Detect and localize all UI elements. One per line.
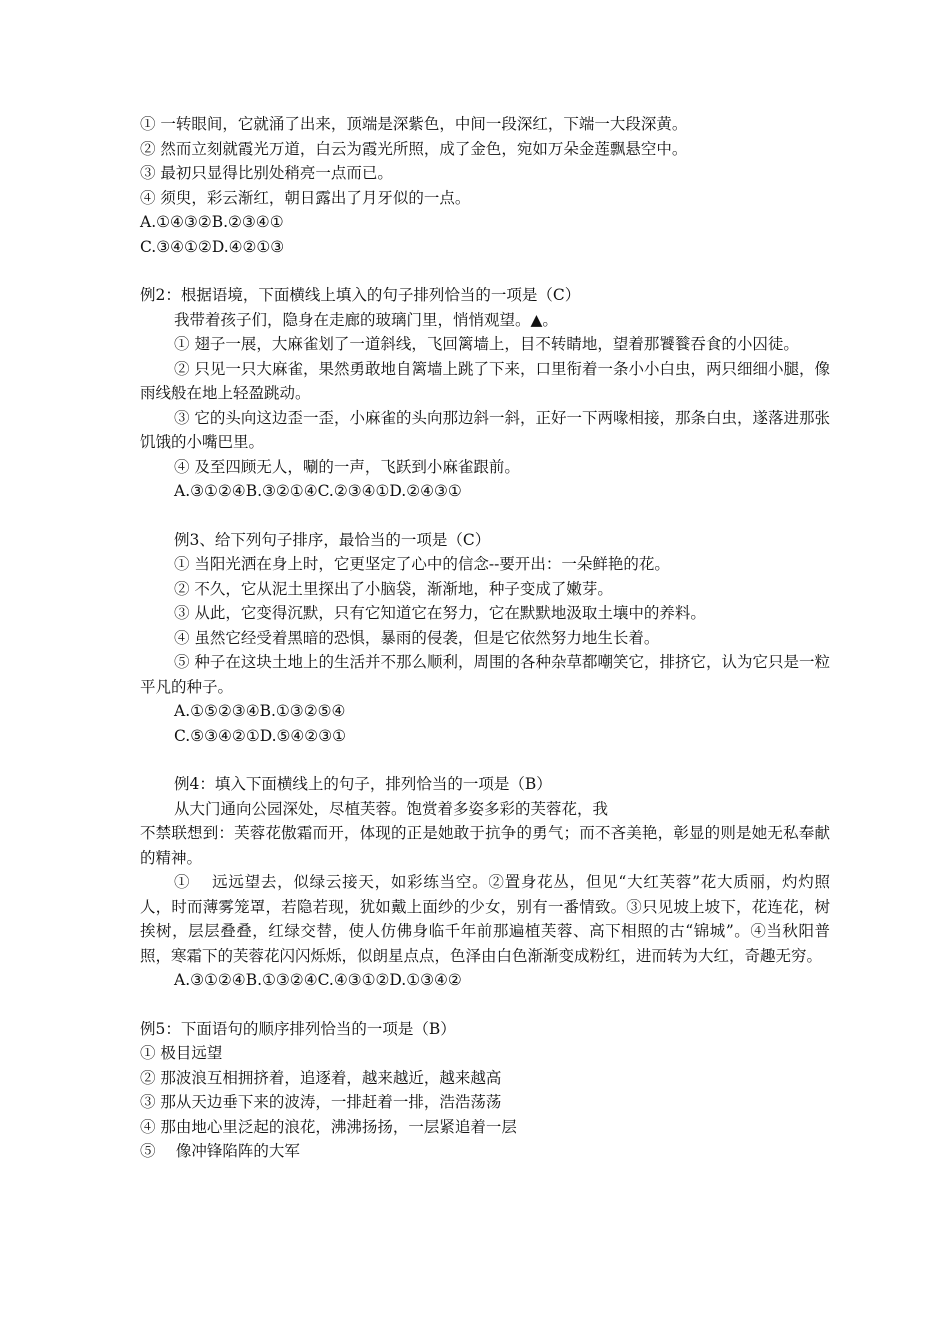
example-5-item-5: ⑤ 像冲锋陷阵的大军 (140, 1142, 300, 1160)
example-3-item-2: ② 不久，它从泥土里探出了小脑袋，渐渐地，种子变成了嫩芽。 (174, 579, 613, 598)
example-5-item-2: ② 那波浪互相拥挤着，追逐着，越来越近，越来越高 (140, 1068, 502, 1087)
example-1-block (140, 112, 830, 259)
answer-options-ab: A.①④③②B.②③④① (140, 213, 284, 231)
example-4-intro-continued: 不禁联想到：芙蓉花傲霜而开，体现的正是她敢于抗争的勇气；而不吝美艳，彰显的则是她无私奉献的精神。 (140, 824, 830, 867)
example-5-item-3: ③ 那从天边垂下来的波涛，一排赶着一排，浩浩荡荡 (140, 1093, 502, 1111)
sentence-1: ① 一转眼间，它就涌了出来，顶端是深紫色，中间一段深红，下端一大段深黄。 (140, 115, 688, 133)
answer-options-cd: C.③④①②D.④②①③ (140, 237, 285, 256)
example-2-item-3: ③ 它的头向这边歪一歪，小麻雀的头向那边斜一斜，正好一下两喙相接，那条白虫，遂落进那张饥饿的小嘴巴里。 (140, 408, 830, 451)
example-3-block (140, 528, 830, 749)
example-5-block (140, 1017, 830, 1164)
example-4-intro: 从大门通向公园深处，尽植芙蓉。饱赏着多姿多彩的芙蓉花，我 (174, 799, 609, 818)
example-3-options-cd: C.⑤③④②①D.⑤④②③① (174, 726, 346, 745)
example-3-item-1: ① 当阳光洒在身上时，它更坚定了心中的信念--要开出：一朵鲜艳的花。 (174, 555, 670, 573)
example-5-title: 例5：下面语句的顺序排列恰当的一项是（B） (140, 1019, 456, 1038)
example-3-item-3: ③ 从此，它变得沉默，只有它知道它在努力，它在默默地汲取土壤中的养料。 (174, 604, 706, 622)
example-3-item-5: ⑤ 种子在这块土地上的生活并不那么顺利，周围的各种杂草都嘲笑它，排挤它，认为它只是一粒平凡的种子。 (140, 653, 830, 696)
example-2-item-1: ① 翅子一展，大麻雀划了一道斜线，飞回篱墙上，目不转睛地，望着那饕餮吞食的小囚徒。 (174, 335, 799, 353)
example-4-block (140, 772, 830, 993)
example-3-options-ab: A.①⑤②③④B.①③②⑤④ (174, 702, 346, 720)
example-2-title: 例2：根据语境，下面横线上填入的句子排列恰当的一项是（C） (140, 286, 581, 304)
example-2-item-2: ② 只见一只大麻雀，果然勇敢地自篱墙上跳了下来，口里衔着一条小小白虫，两只细细小腿，像雨线般在地上轻盈跳动。 (140, 359, 830, 402)
example-3-item-4: ④ 虽然它经受着黑暗的恐惧，暴雨的侵袭，但是它依然努力地生长着。 (174, 628, 660, 647)
example-2-item-4: ④ 及至四顾无人，唰的一声，飞跃到小麻雀跟前。 (174, 457, 520, 476)
document-page (140, 112, 830, 1164)
example-3-title: 例3、给下列句子排序，最恰当的一项是（C） (174, 530, 491, 549)
example-4-paragraph: ① 远远望去，似绿云接天，如彩练当空。②置身花丛，但见“大红芙蓉”花大质丽，灼灼照人，时而薄雾笼罩，若隐若现，犹如戴上面纱的少女，别有一番情致。③只见坡上坡下，花连花，树挨树，层层叠叠，红绿交替，使人仿佛身临千年前那遍植芙蓉、高下相照的古“锦城”。④当秋阳普照，寒霜下的芙蓉花闪闪烁烁，似朗星点点，色泽由白色渐渐变成粉红，进而转为大红，奇趣无穷。 (140, 873, 830, 965)
example-4-options: A.③①②④B.①③②④C.④③①②D.①③④② (174, 971, 462, 989)
example-2-block (140, 283, 830, 504)
example-2-options: A.③①②④B.③②①④C.②③④①D.②④③① (174, 482, 462, 500)
sentence-3: ③ 最初只显得比别处稍亮一点而已。 (140, 164, 393, 182)
example-5-item-4: ④ 那由地心里泛起的浪花，沸沸扬扬，一层紧追着一层 (140, 1117, 517, 1136)
example-2-intro: 我带着孩子们，隐身在走廊的玻璃门里，悄悄观望。▲。 (174, 310, 558, 329)
sentence-2: ② 然而立刻就霞光万道，白云为霞光所照，成了金色，宛如万朵金莲飘悬空中。 (140, 139, 688, 158)
sentence-4: ④ 须臾，彩云渐红，朝日露出了月牙似的一点。 (140, 188, 471, 207)
example-4-title: 例4：填入下面横线上的句子，排列恰当的一项是（B） (174, 775, 552, 793)
example-5-item-1: ① 极目远望 (140, 1044, 223, 1062)
